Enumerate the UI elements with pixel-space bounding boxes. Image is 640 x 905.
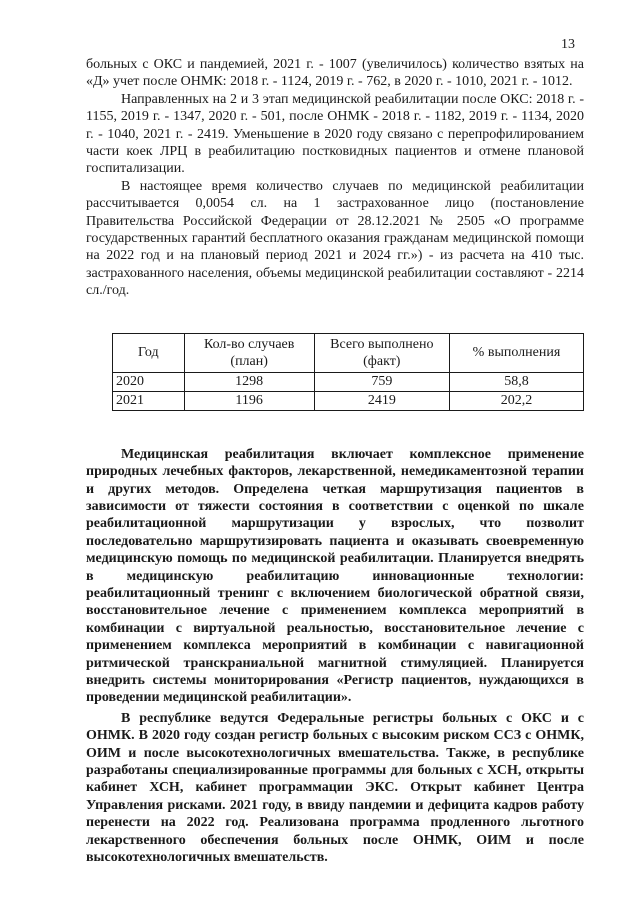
paragraph-rehab-referrals: Направленных на 2 и 3 этап медицинской реабилитации после ОКС: 2018 г. - 1155, 2019 г. - 1347, 2020 г. - 501, после ОНМК - 2018 г. - 1182, 2019 г. - 1134, 2020 г. - 1040, 2021 г. - 2419. Уменьшение в 2020 году связано с перепрофилированием части коек ЛРЦ в реабилитацию постковидных пациентов и отмене плановой госпитализации.: [86, 91, 584, 177]
header-percent: % выполнения: [449, 333, 583, 372]
table-row: [113, 391, 584, 410]
cell-plan: 1298: [184, 372, 314, 391]
page-number: 13: [561, 37, 575, 52]
paragraph-rehab-methods: Медицинская реабилитация включает комплексное применение природных лечебных факторов, лекарственной, немедикаментозной терапии и других методов. Определена четкая маршрутизация пациентов в зависимости от тяжести состояния в соответствии с оценкой по шкале реабилитационной маршрутизации у взрослых, что позволит последовательно маршрутизировать пациента и оказывать своевременную медицинскую помощь по медицинской реабилитации. Планируется внедрять в медицинскую реабилитацию инновационные технологии: реабилитационный тренинг с включением биологической обратной связи, восстановительное лечение с применением комплекса мероприятий в комбинации с виртуальной реальностью, восстановительное лечение с применением комплекса мероприятий в комбинации с навигационной ритмической транскраниальной магнитной стимуляцией. Планируется внедрить системы мониторирования «Регистр пациентов, нуждающихся в проведении медицинской реабилитации».: [86, 446, 584, 706]
header-plan: Кол-во случаев (план): [184, 333, 314, 372]
header-year: Год: [113, 333, 185, 372]
cell-fact: 759: [314, 372, 449, 391]
cell-percent: 58,8: [449, 372, 583, 391]
paragraph-registries: В республике ведутся Федеральные регистры больных с ОКС и с ОНМК. В 2020 году создан регистр больных с высоким риском ССЗ с ОНМК, ОИМ и после высокотехнологичных вмешательства. Также, в республике разработаны специализированные программы для больных с ХСН, открыты кабинет ХСН, кабинет программации ЭКС. Открыт кабинет Центра Управления рисками. 2021 году, в ввиду пандемии и дефицита кадров работу перенести на 2022 год. Реализована программа продленного льготного лекарственного обеспечения больных после ОНМК, ОИМ и после высокотехнологичных вмешательств.: [86, 710, 584, 866]
cell-percent: 202,2: [449, 391, 583, 410]
cell-year: 2020: [113, 372, 185, 391]
cell-plan: 1196: [184, 391, 314, 410]
header-fact: Всего выполнено (факт): [314, 333, 449, 372]
table-header-row: [113, 333, 584, 372]
document-body: [86, 56, 584, 866]
paragraph-rehab-stats-continuation: больных с ОКС и пандемией, 2021 г. - 1007 (увеличилось) количество взятых на «Д» учет после ОНМК: 2018 г. - 1124, 2019 г. - 762, в 2020 г. - 1010, 2021 г. - 1012.: [86, 57, 584, 90]
paragraph-rehab-volume: В настоящее время количество случаев по медицинской реабилитации рассчитывается 0,0054 сл. на 1 застрахованное лицо (постановление Правительства Российской Федерации от 28.12.2021 № 2505 «О программе государственных гарантий бесплатного оказания гражданам медицинской помощи на 2022 год и на плановый период 2021 и 2024 гг.») - из расчета на 410 тыс. застрахованного населения, объемы медицинской реабилитации составляют - 2214 сл./год.: [86, 178, 584, 299]
table-row: [113, 372, 584, 391]
cell-fact: 2419: [314, 391, 449, 410]
rehab-cases-table: [112, 333, 584, 411]
cell-year: 2021: [113, 391, 185, 410]
